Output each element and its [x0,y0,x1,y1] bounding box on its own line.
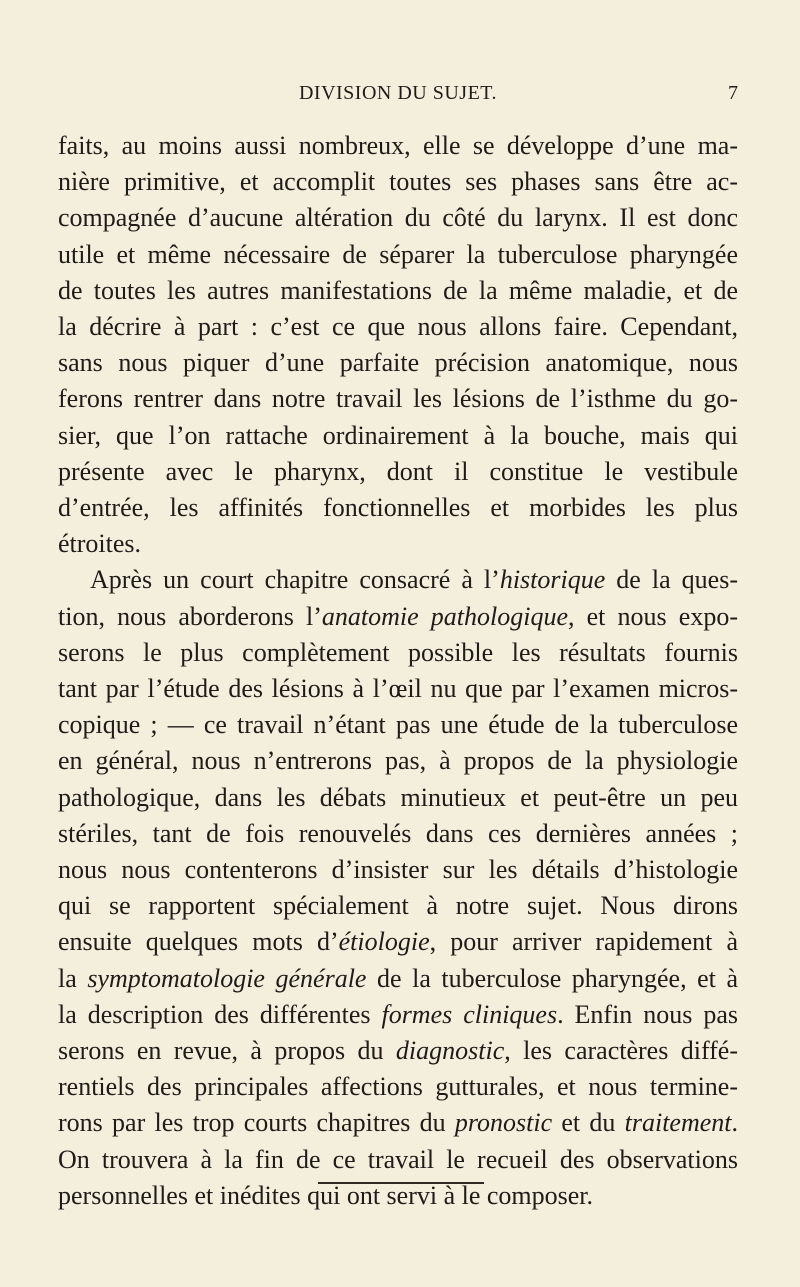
text-run: , les caractères diffé- [504,1036,738,1066]
text-line [58,961,738,997]
text-run: de la ques- [605,565,738,595]
text-run: la [58,963,88,993]
text-line: utile et même nécessaire de séparer la tuberculose pharyngée [58,239,738,269]
paragraph-1 [58,128,738,562]
text-line [58,1033,738,1069]
text-line: personnelles et inédites qui ont servi à le composer. [58,1180,594,1210]
text-run: Après un court chapitre consacré à l’ [90,565,500,595]
text-line: présente avec le pharynx, dont il constitue le vestibule [58,456,738,486]
text-line: nous nous contenterons d’insister sur les détails d’histologie [58,855,738,885]
text-line: nière primitive, et accomplit toutes ses phases sans être ac- [58,167,738,197]
text-line: la décrire à part : c’est ce que nous allons faire. Cependant, [58,312,738,342]
text-run: de la tuberculose pharyngée, et à [366,963,738,993]
page-number: 7 [728,82,738,104]
text-line [58,1105,738,1141]
text-line: faits, au moins aussi nombreux, elle se développe d’une ma- [58,131,738,160]
section-end-rule [318,1182,484,1184]
text-run: . [731,1108,739,1138]
text-line: sans nous piquer d’une parfaite précision anatomique, nous [58,348,738,378]
text-line: qui se rapportent spécialement à notre sujet. Nous dirons [58,891,738,921]
text-run: , pour arriver rapidement à [429,927,738,957]
text-line: en général, nous n’entrerons pas, à propos de la physiologie [58,746,738,776]
italic-term-etiologie: étiologie [338,927,430,957]
text-run: rons par les trop courts chapitres du [58,1108,455,1138]
text-line: ferons rentrer dans notre travail les lésions de l’isthme du go- [58,384,738,414]
italic-term-historique: historique [499,565,606,595]
text-run: la description des différentes [58,999,382,1029]
italic-term-pronostic: pronostic [454,1108,553,1138]
text-line: serons le plus complètement possible les résultats fournis [58,637,738,667]
running-title: DIVISION DU SUJET. [298,82,498,104]
text-run: , et nous expo- [568,601,738,631]
text-run: . Enfin nous pas [557,999,738,1029]
text-run: serons en revue, à propos du [58,1036,396,1066]
italic-term-diagnostic: diagnostic [395,1036,505,1066]
paragraph-2 [58,562,738,1214]
italic-term-traitement: traitement [624,1108,732,1138]
text-run: ensuite quelques mots d’ [58,927,339,957]
italic-term-symptomatologie: symptomatologie générale [87,963,367,993]
text-line [58,924,738,960]
text-line: pathologique, dans les débats minutieux et peut-être un peu [58,782,738,812]
text-line [58,599,738,635]
text-line: tant par l’étude des lésions à l’œil nu que par l’examen micros- [58,674,738,704]
text-line: sier, que l’on rattache ordinairement à la bouche, mais qui [58,420,738,450]
body-text [58,128,738,1214]
text-run: et du [552,1108,625,1138]
text-line: rentiels des principales affections gutturales, et nous termine- [58,1072,738,1102]
text-line [58,997,738,1033]
text-line [58,562,738,598]
text-line: étroites. [58,529,142,559]
text-line: de toutes les autres manifestations de la même maladie, et de [58,275,738,305]
text-run: tion, nous aborderons l’ [58,601,322,631]
text-line: compagnée d’aucune altération du côté du larynx. Il est donc [58,203,738,233]
text-line: d’entrée, les affinités fonctionnelles et morbides les plus [58,493,738,523]
italic-term-formes: formes cliniques [381,999,558,1029]
text-line: copique ; — ce travail n’étant pas une étude de la tuberculose [58,710,738,740]
text-line: On trouvera à la fin de ce travail le recueil des observations [58,1144,738,1174]
text-line: stériles, tant de fois renouvelés dans ces dernières années ; [58,818,738,848]
italic-term-anatomie: anatomie pathologique [321,601,568,631]
running-head [58,82,738,112]
